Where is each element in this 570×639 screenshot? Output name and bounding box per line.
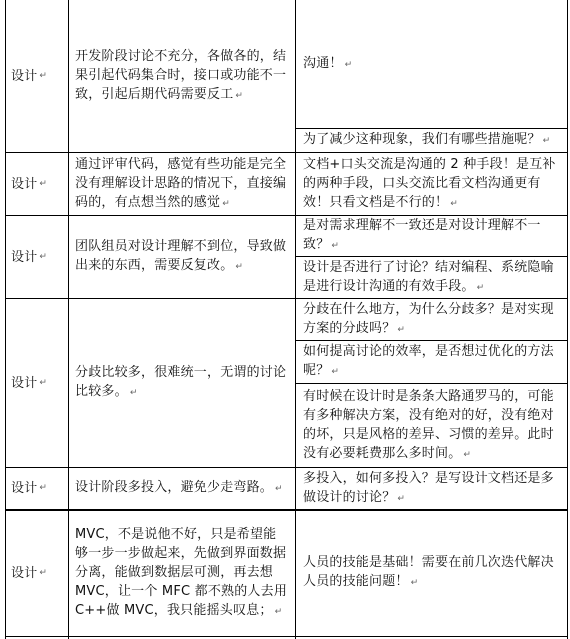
table-cell-response: 为了减少这种现象，我们有哪些措施呢？ ↵	[303, 132, 551, 147]
table-row-border	[5, 509, 568, 511]
table-row-border	[5, 152, 568, 153]
paragraph-mark-icon: ↵	[344, 59, 353, 70]
table-cell-response: 有时候在设计时是条条大路通罗马的，可能有多种解决方案，没有绝对的好，没有绝对的坏，只是风格的差异、习惯的差异。此时没有必要耗费那么多时间。 ↵	[303, 388, 554, 461]
paragraph-mark-icon: ↵	[235, 262, 244, 272]
paragraph-mark-icon: ↵	[410, 578, 419, 588]
paragraph-mark-icon: ↵	[39, 178, 48, 189]
table-row-border	[5, 636, 568, 637]
paragraph-mark-icon: ↵	[397, 493, 406, 504]
table-cell-problem: 通过评审代码，感觉有些功能是完全没有理解设计思路的情况下，直接编码的，有点想当然的感觉 ↵	[75, 156, 287, 210]
paragraph-mark-icon: ↵	[463, 449, 472, 460]
paragraph-mark-icon: ↵	[274, 606, 283, 617]
paragraph-mark-icon: ↵	[39, 483, 48, 493]
table-subrow-border	[295, 128, 568, 129]
table-cell-response: 分歧在什么地方，为什么分歧多？是对实现方案的分歧吗？ ↵	[303, 301, 554, 336]
table-cell-response: 沟通！ ↵	[303, 55, 353, 71]
table-cell-category: 设计 ↵	[11, 176, 48, 192]
table-row-border	[5, 215, 568, 216]
table-cell-category: 设计 ↵	[11, 565, 48, 581]
paragraph-mark-icon: ↵	[235, 90, 244, 101]
table-border	[567, 0, 568, 639]
paragraph-mark-icon: ↵	[222, 198, 230, 209]
paragraph-mark-icon: ↵	[39, 70, 48, 81]
paragraph-mark-icon: ↵	[450, 198, 458, 209]
table-border	[295, 0, 296, 639]
table-row-border	[5, 467, 568, 468]
table-border	[5, 0, 6, 639]
table-cell-category: 设计 ↵	[11, 375, 48, 391]
table-subrow-border	[295, 340, 568, 341]
table-cell-category: 设计 ↵	[11, 481, 48, 496]
paragraph-mark-icon: ↵	[476, 282, 485, 293]
paragraph-mark-icon: ↵	[275, 484, 283, 494]
table-cell-response: 多投入，如何多投入？是写设计文档还是多做设计的讨论？ ↵	[303, 470, 554, 505]
table-subrow-border	[295, 383, 568, 384]
table-cell-response: 设计是否进行了讨论？结对编程、系统隐喻是进行设计沟通的有效手段。 ↵	[303, 259, 554, 294]
table-cell-response: 如何提高讨论的效率，是否想过优化的方法呢？ ↵	[303, 344, 554, 378]
table-border	[68, 0, 69, 639]
table-cell-category: 设计 ↵	[11, 68, 48, 84]
table-cell-response: 人员的技能是基础！需要在前几次迭代解决人员的技能问题！ ↵	[303, 555, 554, 589]
paragraph-mark-icon: ↵	[39, 377, 48, 388]
paragraph-mark-icon: ↵	[542, 136, 551, 146]
table-cell-problem: MVC，不是说他不好，只是希望能够一步一步做起来，先做到界面数据分离，能做到数据层可测，再去想 MVC，让一个 MFC 都不熟的人去用 C++做 MVC，我只能摇头叹息； ↵	[75, 526, 288, 618]
table-cell-problem: 团队组员对设计理解不到位，导致做出来的东西，需要反复改。 ↵	[75, 239, 287, 273]
paragraph-mark-icon: ↵	[397, 324, 406, 335]
paragraph-mark-icon: ↵	[39, 251, 48, 262]
table-cell-problem: 开发阶段讨论不充分，各做各的，结果引起代码集合时，接口或功能不一致，引起后期代码需要反工 ↵	[75, 48, 287, 102]
paragraph-mark-icon: ↵	[129, 388, 138, 398]
table-cell-problem: 设计阶段多投入，避免少走弯路。 ↵	[75, 480, 283, 495]
table-cell-response: 是对需求理解不一致还是对设计理解不一致？ ↵	[303, 218, 541, 252]
paragraph-mark-icon: ↵	[331, 367, 340, 377]
table-cell-response: 文档+口头交流是沟通的 2 种手段！是互补的两种手段，口头交流比看文档沟通更有效！只看文档是不行的！ ↵	[303, 156, 556, 210]
paragraph-mark-icon: ↵	[331, 241, 340, 251]
table-row-border	[5, 298, 568, 299]
table-subrow-border	[295, 256, 568, 257]
table-cell-problem: 分歧比较多，很难统一，无谓的讨论比较多。 ↵	[75, 365, 287, 399]
paragraph-mark-icon: ↵	[39, 567, 48, 578]
table-cell-category: 设计 ↵	[11, 249, 48, 265]
